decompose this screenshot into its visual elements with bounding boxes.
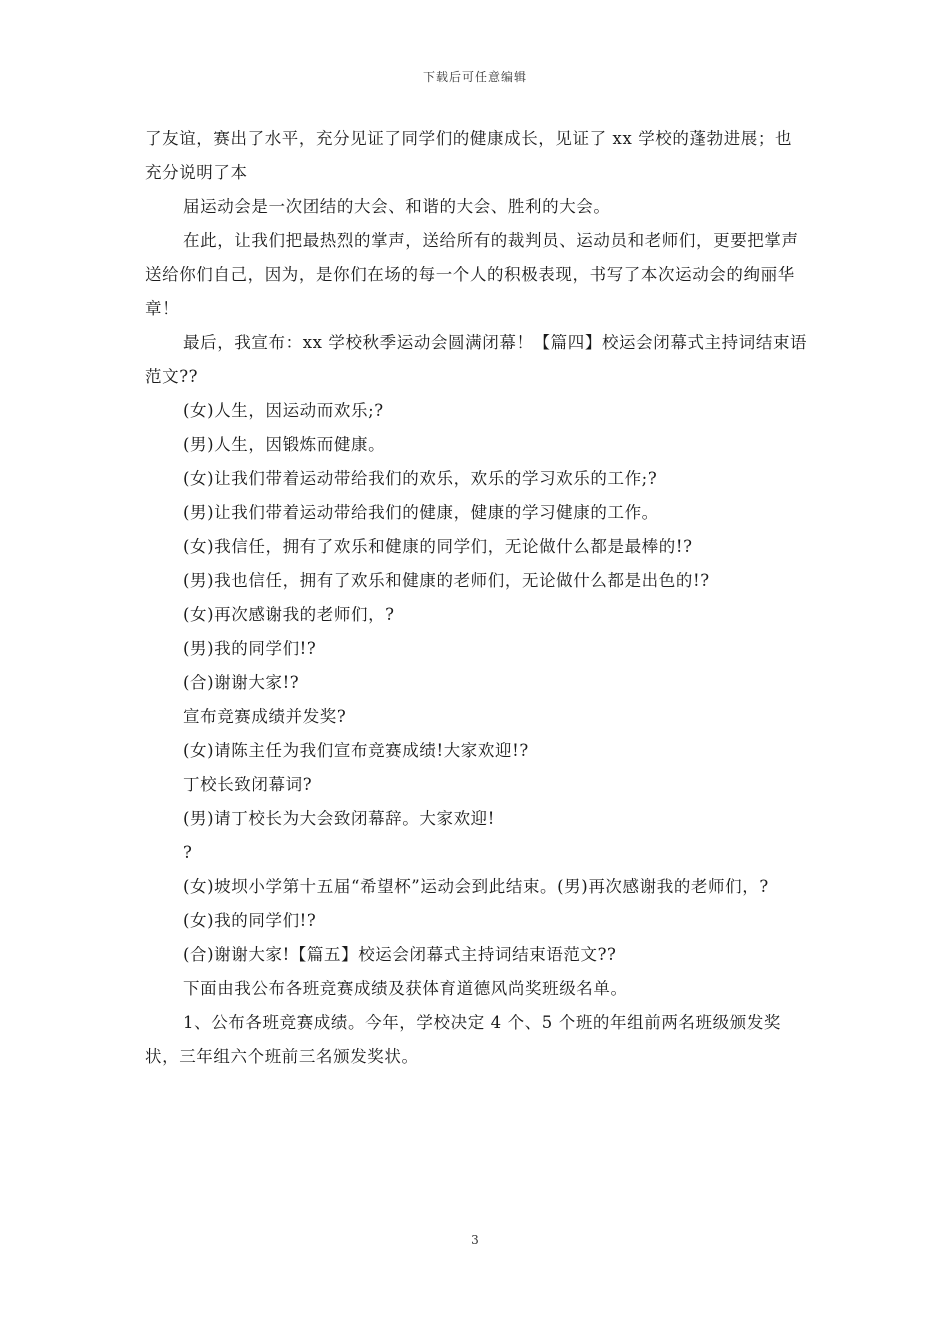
page-number: 3 (471, 1233, 479, 1247)
paragraph: (女)请陈主任为我们宣布竞赛成绩!大家欢迎!? (183, 741, 529, 760)
paragraph: (男)请丁校长为大会致闭幕辞。大家欢迎! (183, 809, 496, 828)
document-body (145, 122, 809, 1074)
paragraph: (合)谢谢大家!? (183, 673, 300, 692)
paragraph: 最后，我宣布：xx 学校秋季运动会圆满闭幕！【篇四】校运会闭幕式主持词结束语范文?? (145, 333, 808, 386)
paragraph: ? (183, 843, 193, 862)
paragraph: (女)再次感谢我的老师们，? (183, 605, 395, 624)
paragraph: (男)让我们带着运动带给我们的健康，健康的学习健康的工作。 (183, 503, 659, 522)
paragraph: (女)我信任，拥有了欢乐和健康的同学们，无论做什么都是最棒的!? (183, 537, 693, 556)
paragraph: 在此，让我们把最热烈的掌声，送给所有的裁判员、运动员和老师们，更要把掌声送给你们自己，因为，是你们在场的每一个人的积极表现，书写了本次运动会的绚丽华章！ (145, 231, 799, 318)
paragraph: 丁校长致闭幕词? (183, 775, 313, 794)
paragraph: 了友谊，赛出了水平，充分见证了同学们的健康成长，见证了 xx 学校的蓬勃进展；也充分说明了本 (145, 129, 793, 182)
paragraph: (女)我的同学们!? (183, 911, 317, 930)
paragraph: 届运动会是一次团结的大会、和谐的大会、胜利的大会。 (183, 197, 611, 216)
paragraph: 1、公布各班竞赛成绩。今年，学校决定 4 个、5 个班的年组前两名班级颁发奖状，三年组六个班前三名颁发奖状。 (145, 1013, 782, 1066)
paragraph: (女)让我们带着运动带给我们的欢乐，欢乐的学习欢乐的工作;? (183, 469, 658, 488)
paragraph: (男)人生，因锻炼而健康。 (183, 435, 386, 454)
paragraph: (男)我也信任，拥有了欢乐和健康的老师们，无论做什么都是出色的!? (183, 571, 710, 590)
paragraph: 宣布竞赛成绩并发奖? (183, 707, 347, 726)
paragraph: (男)我的同学们!? (183, 639, 317, 658)
paragraph: (合)谢谢大家!【篇五】校运会闭幕式主持词结束语范文?? (183, 945, 617, 964)
paragraph: 下面由我公布各班竞赛成绩及获体育道德风尚奖班级名单。 (183, 979, 628, 998)
paragraph: (女)坡坝小学第十五届“希望杯”运动会到此结束。(男)再次感谢我的老师们，? (183, 877, 769, 896)
paragraph: (女)人生，因运动而欢乐;? (183, 401, 384, 420)
page-header: 下载后可任意编辑 (422, 70, 527, 84)
